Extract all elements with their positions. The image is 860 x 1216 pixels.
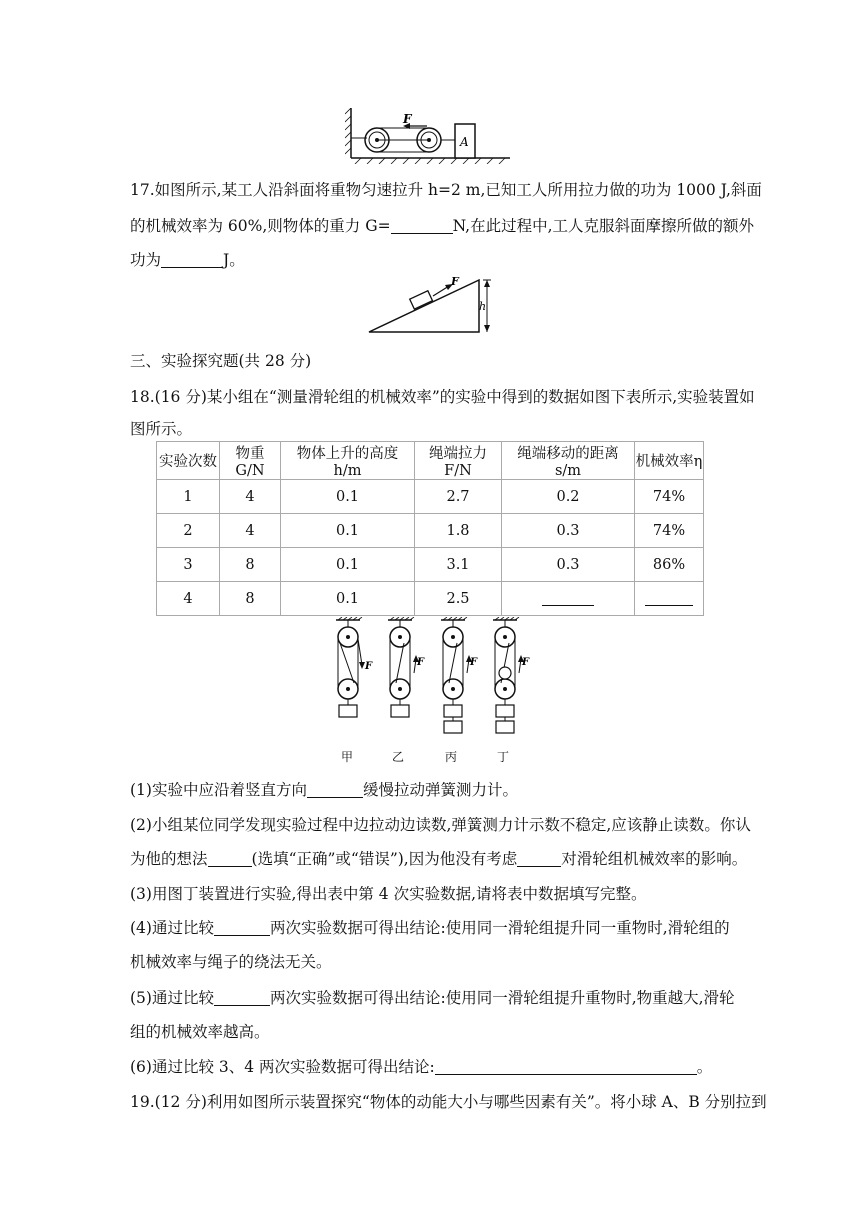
block-label-a: A <box>460 135 469 149</box>
q18-line-1: 18.(16 分)某小组在“测量滑轮组的机械效率”的实验中得到的数据如图下表所示,实验装置如 <box>130 388 755 406</box>
table-cell: 1 <box>157 480 220 514</box>
pulley-label-bing: 丙 <box>445 750 458 764</box>
header-trial: 实验次数 <box>157 442 220 480</box>
header-weight: 物重 G/N <box>220 442 281 480</box>
weight-block <box>444 705 462 717</box>
weight-block <box>444 721 462 733</box>
pulley-label-yi: 乙 <box>392 750 405 764</box>
table-cell: 1.8 <box>415 514 502 548</box>
q18-line-2: 图所示。 <box>130 420 193 438</box>
pulley-force-label: F <box>365 661 373 672</box>
incline-figure <box>365 276 495 334</box>
section-heading: 三、实验探究题(共 28 分) <box>130 352 312 370</box>
force-label-f: F <box>403 112 412 126</box>
table-cell: 3 <box>157 548 220 582</box>
table-cell: 8 <box>220 548 281 582</box>
table-cell: 4 <box>157 582 220 616</box>
table-cell: 74% <box>635 514 704 548</box>
header-efficiency: 机械效率η <box>635 442 704 480</box>
pulley-setup <box>493 617 530 733</box>
pulley-force-label: F <box>417 657 425 668</box>
answer-blank-extra-work[interactable] <box>161 252 223 269</box>
table-cell: 0.1 <box>281 582 415 616</box>
weight-block <box>496 721 514 733</box>
table-cell: 0.1 <box>281 548 415 582</box>
table-cell-blank-distance[interactable] <box>502 582 635 616</box>
q18-part-1: (1)实验中应沿着竖直方向 缓慢拉动弹簧测力计。 <box>130 781 518 799</box>
q17-line-2: 的机械效率为 60%,则物体的重力 G= N,在此过程中,工人克服斜面摩擦所做的额外 <box>130 217 755 235</box>
table-cell: 0.2 <box>502 480 635 514</box>
table-row <box>157 548 704 582</box>
answer-blank-6[interactable] <box>435 1059 697 1076</box>
pulley-setups-figure <box>330 617 530 769</box>
answer-blank-gravity[interactable] <box>391 218 453 235</box>
table-cell: 3.1 <box>415 548 502 582</box>
q18-part-4-line-2: 机械效率与绳子的绕法无关。 <box>130 953 332 971</box>
table-cell-blank-efficiency[interactable] <box>635 582 704 616</box>
q19-line-1: 19.(12 分)利用如图所示装置探究“物体的动能大小与哪些因素有关”。将小球 A、B 分别拉到 <box>130 1093 767 1111</box>
table-cell: 8 <box>220 582 281 616</box>
q17-line-1: 17.如图所示,某工人沿斜面将重物匀速拉升 h=2 m,已知工人所用拉力做的功为 1000 J,斜面 <box>130 181 762 199</box>
answer-blank-2a[interactable] <box>208 851 252 868</box>
experiment-data-table <box>156 441 704 616</box>
pulley-setup <box>388 617 425 717</box>
table-row <box>157 514 704 548</box>
header-distance: 绳端移动的距离 s/m <box>502 442 635 480</box>
q18-part-2-line-1: (2)小组某位同学发现实验过程中边拉动边读数,弹簧测力计示数不稳定,应该静止读数。你认 <box>130 816 751 834</box>
table-header-row <box>157 442 704 480</box>
q18-part-6: (6)通过比较 3、4 两次实验数据可得出结论: 。 <box>130 1058 713 1076</box>
weight-block <box>339 705 357 717</box>
weight-block <box>391 705 409 717</box>
answer-blank-1[interactable] <box>307 782 363 799</box>
answer-blank-4[interactable] <box>214 920 270 937</box>
table-cell: 0.3 <box>502 514 635 548</box>
pulley-label-jia: 甲 <box>341 750 354 764</box>
header-force: 绳端拉力 F/N <box>415 442 502 480</box>
table-cell: 2 <box>157 514 220 548</box>
q18-part-5-line-1: (5)通过比较 两次实验数据可得出结论:使用同一滑轮组提升重物时,物重越大,滑轮 <box>130 989 735 1007</box>
q18-part-2-line-2: 为他的想法 (选填“正确”或“错误”),因为他没有考虑 对滑轮组机械效率的影响。 <box>130 850 748 868</box>
table-cell: 4 <box>220 480 281 514</box>
pulley-setup <box>441 617 478 733</box>
pulley-label-ding: 丁 <box>497 750 510 764</box>
table-cell: 0.1 <box>281 480 415 514</box>
weight-block <box>496 705 514 717</box>
incline-force-label: F <box>451 276 459 288</box>
pulley-force-label: F <box>470 657 478 668</box>
table-cell: 0.3 <box>502 548 635 582</box>
table-cell: 74% <box>635 480 704 514</box>
table-row <box>157 480 704 514</box>
header-height: 物体上升的高度 h/m <box>281 442 415 480</box>
pulley-block-figure <box>345 108 513 164</box>
q17-line-3: 功为 J。 <box>130 251 245 269</box>
q18-part-4-line-1: (4)通过比较 两次实验数据可得出结论:使用同一滑轮组提升同一重物时,滑轮组的 <box>130 919 730 937</box>
table-cell: 2.5 <box>415 582 502 616</box>
pulley-setup <box>336 617 373 717</box>
answer-blank-5[interactable] <box>214 990 270 1007</box>
pulley-force-label: F <box>522 657 530 668</box>
table-cell: 4 <box>220 514 281 548</box>
table-row <box>157 582 704 616</box>
table-cell: 0.1 <box>281 514 415 548</box>
q18-part-3: (3)用图丁装置进行实验,得出表中第 4 次实验数据,请将表中数据填写完整。 <box>130 885 647 903</box>
q18-part-5-line-2: 组的机械效率越高。 <box>130 1023 270 1041</box>
answer-blank-2b[interactable] <box>517 851 561 868</box>
height-label-h: h <box>479 300 487 313</box>
table-cell: 86% <box>635 548 704 582</box>
table-cell: 2.7 <box>415 480 502 514</box>
